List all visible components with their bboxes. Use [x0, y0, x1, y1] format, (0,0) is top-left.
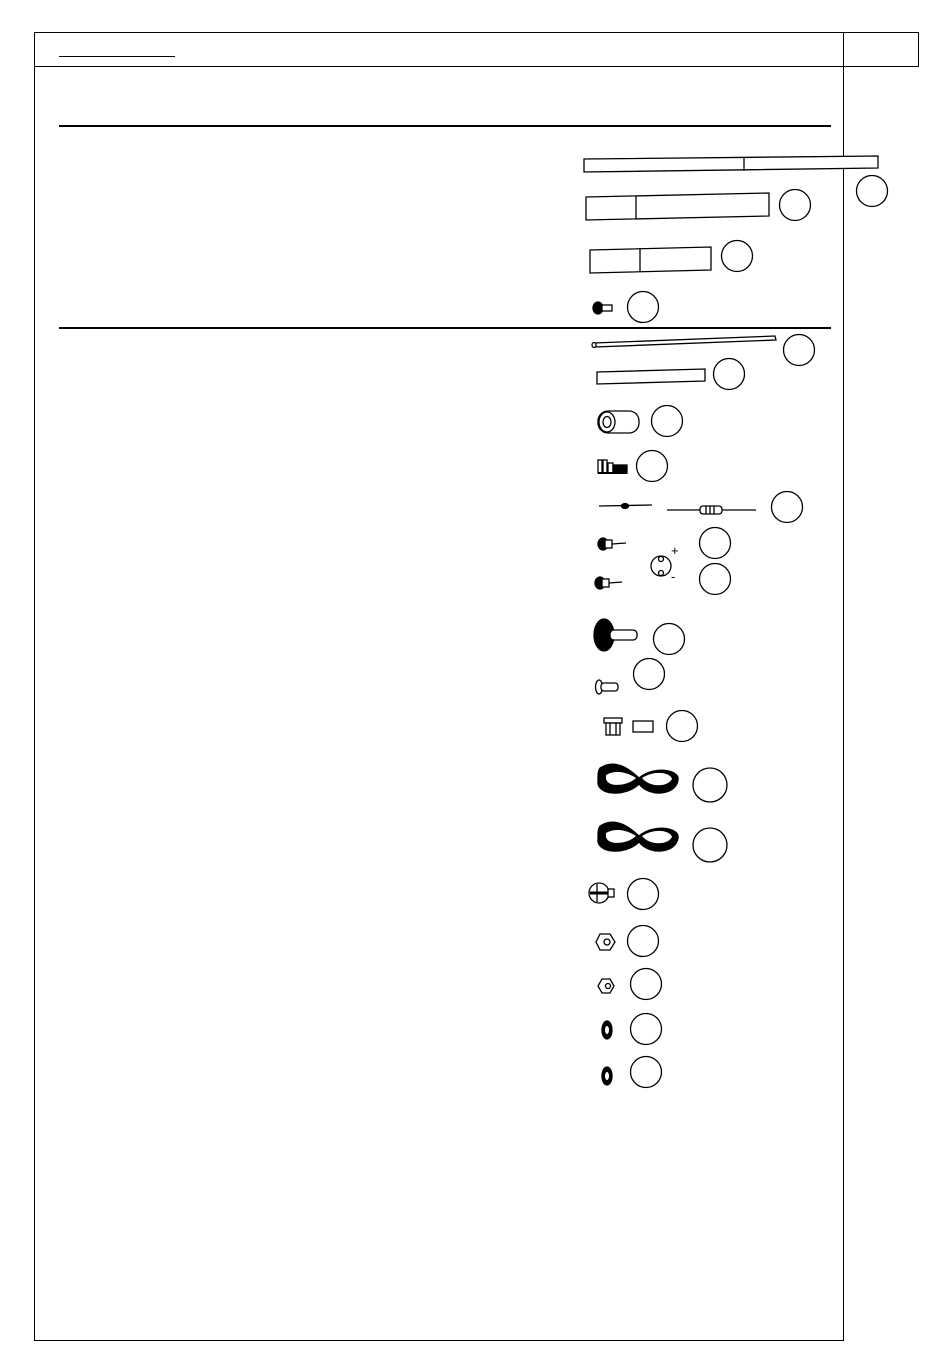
polarity-plus-label: + — [671, 543, 679, 558]
tube-part — [598, 411, 639, 433]
diode-part — [599, 504, 652, 509]
washer-part-1 — [602, 1021, 612, 1039]
spacer-part — [604, 718, 622, 735]
long-strip-part — [584, 156, 878, 172]
callout-marker-13 — [634, 659, 665, 690]
connector-part — [598, 460, 627, 473]
callout-marker-11 — [700, 564, 731, 595]
hex-nut-part-2 — [598, 979, 614, 993]
led-part-2 — [595, 577, 622, 589]
washer-part-2 — [602, 1067, 612, 1085]
callout-marker-5 — [784, 335, 815, 366]
small-pin-part — [596, 680, 619, 694]
callout-marker-15 — [693, 768, 727, 802]
callout-marker-20 — [631, 1014, 662, 1045]
resistor-part — [667, 506, 756, 514]
callout-marker-18 — [628, 926, 659, 957]
slotted-screw-part — [589, 883, 614, 903]
hex-nut-part-1 — [596, 934, 615, 950]
belt-part-2 — [598, 822, 678, 851]
led-polarity-diagram — [651, 556, 671, 576]
belt-part-1 — [598, 764, 678, 793]
rod-part — [592, 336, 776, 348]
block-part — [633, 721, 653, 732]
callout-marker-6 — [714, 359, 745, 390]
callout-marker-10 — [700, 528, 731, 559]
callout-marker-2 — [780, 190, 811, 221]
callout-marker-12 — [654, 624, 685, 655]
thin-bar-part — [597, 369, 705, 384]
callout-marker-16 — [693, 828, 727, 862]
callout-marker-4 — [628, 292, 659, 323]
short-strip-part — [590, 247, 711, 273]
callout-marker-7 — [652, 406, 683, 437]
led-part-1 — [598, 538, 626, 550]
callout-marker-8 — [637, 451, 668, 482]
polarity-minus-label: - — [671, 569, 676, 584]
callout-marker-21 — [631, 1057, 662, 1088]
callout-marker-14 — [667, 711, 698, 742]
callout-marker-9 — [772, 492, 803, 523]
wide-strip-part — [586, 193, 769, 220]
callout-marker-1 — [857, 176, 888, 207]
small-screw-part — [593, 302, 612, 314]
callout-marker-17 — [628, 879, 659, 910]
callout-marker-19 — [631, 969, 662, 1000]
callout-marker-3 — [722, 241, 753, 272]
large-pin-part — [594, 619, 637, 651]
